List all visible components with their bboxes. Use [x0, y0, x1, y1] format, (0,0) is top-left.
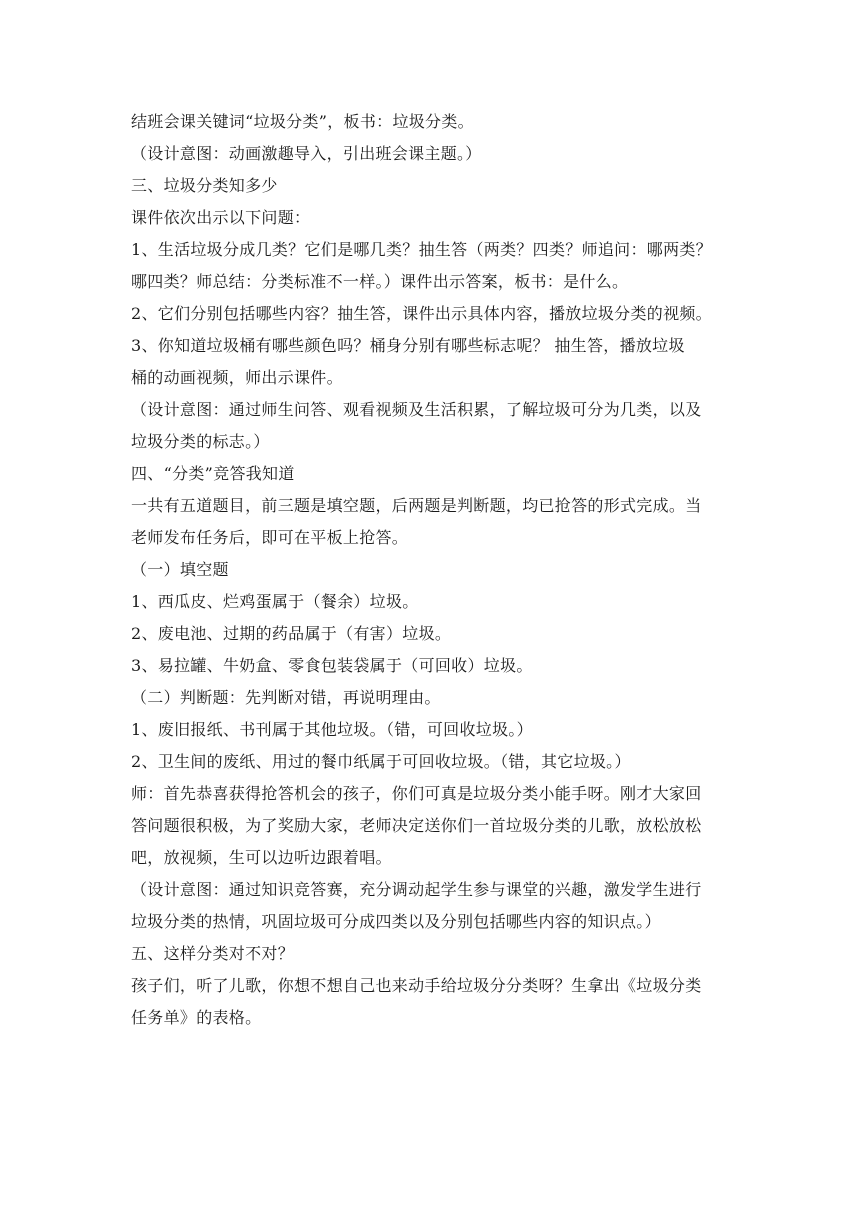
text-line: 1、西瓜皮、烂鸡蛋属于（餐余）垃圾。 — [131, 592, 419, 611]
text-line: 答问题很积极，为了奖励大家，老师决定送你们一首垃圾分类的儿歌，放松放松 — [131, 816, 702, 835]
text-line: 2、废电池、过期的药品属于（有害）垃圾。 — [131, 624, 452, 643]
text-line: （设计意图：通过知识竞答赛，充分调动起学生参与课堂的兴趣，激发学生进行 — [131, 880, 702, 899]
text-line: 三、垃圾分类知多少 — [131, 176, 278, 195]
text-line: 五、这样分类对不对？ — [131, 944, 295, 963]
text-line: 任务单》的表格。 — [131, 1008, 262, 1027]
text-line: 结班会课关键词“垃圾分类”，板书：垃圾分类。 — [131, 112, 474, 131]
text-line: 垃圾分类的标志。） — [131, 432, 270, 451]
text-line: 2、它们分别包括哪些内容？抽生答，课件出示具体内容，播放垃圾分类的视频。 — [131, 304, 712, 323]
text-line: 桶的动画视频，师出示课件。 — [131, 368, 343, 387]
text-line: 吧，放视频，生可以边听边跟着唱。 — [131, 848, 392, 867]
document-body — [131, 106, 735, 1034]
text-line: 师：首先恭喜获得抢答机会的孩子，你们可真是垃圾分类小能手呀。刚才大家回 — [131, 784, 702, 803]
text-line: （二）判断题：先判断对错，再说明理由。 — [131, 688, 441, 707]
text-line: 2、卫生间的废纸、用过的餐巾纸属于可回收垃圾。（错，其它垃圾。） — [131, 752, 631, 771]
text-line: （一）填空题 — [131, 560, 229, 579]
text-line: 哪四类？师总结：分类标准不一样。）课件出示答案，板书：是什么。 — [131, 272, 629, 291]
text-line: 3、易拉罐、牛奶盒、零食包装袋属于（可回收）垃圾。 — [131, 656, 533, 675]
text-line: 老师发布任务后，即可在平板上抢答。 — [131, 528, 409, 547]
text-line: 1、生活垃圾分成几类？它们是哪几类？抽生答（两类？四类？师追问：哪两类？ — [131, 240, 712, 259]
text-line: 垃圾分类的热情，巩固垃圾可分成四类以及分别包括哪些内容的知识点。） — [131, 912, 661, 931]
text-line: （设计意图：动画激趣导入，引出班会课主题。） — [131, 144, 482, 163]
text-line: 四、“分类”竞答我知道 — [131, 464, 295, 483]
text-line: 一共有五道题目，前三题是填空题，后两题是判断题，均已抢答的形式完成。当 — [131, 496, 702, 515]
text-line: 课件依次出示以下问题： — [131, 208, 311, 227]
text-line: 3、你知道垃圾桶有哪些颜色吗？桶身分别有哪些标志呢？ 抽生答，播放垃圾 — [131, 336, 685, 355]
text-line: 孩子们，听了儿歌，你想不想自己也来动手给垃圾分分类呀？生拿出《垃圾分类 — [131, 976, 702, 995]
text-line: 1、废旧报纸、书刊属于其他垃圾。（错，可回收垃圾。） — [131, 720, 533, 739]
text-line: （设计意图：通过师生问答、观看视频及生活积累，了解垃圾可分为几类，以及 — [131, 400, 702, 419]
